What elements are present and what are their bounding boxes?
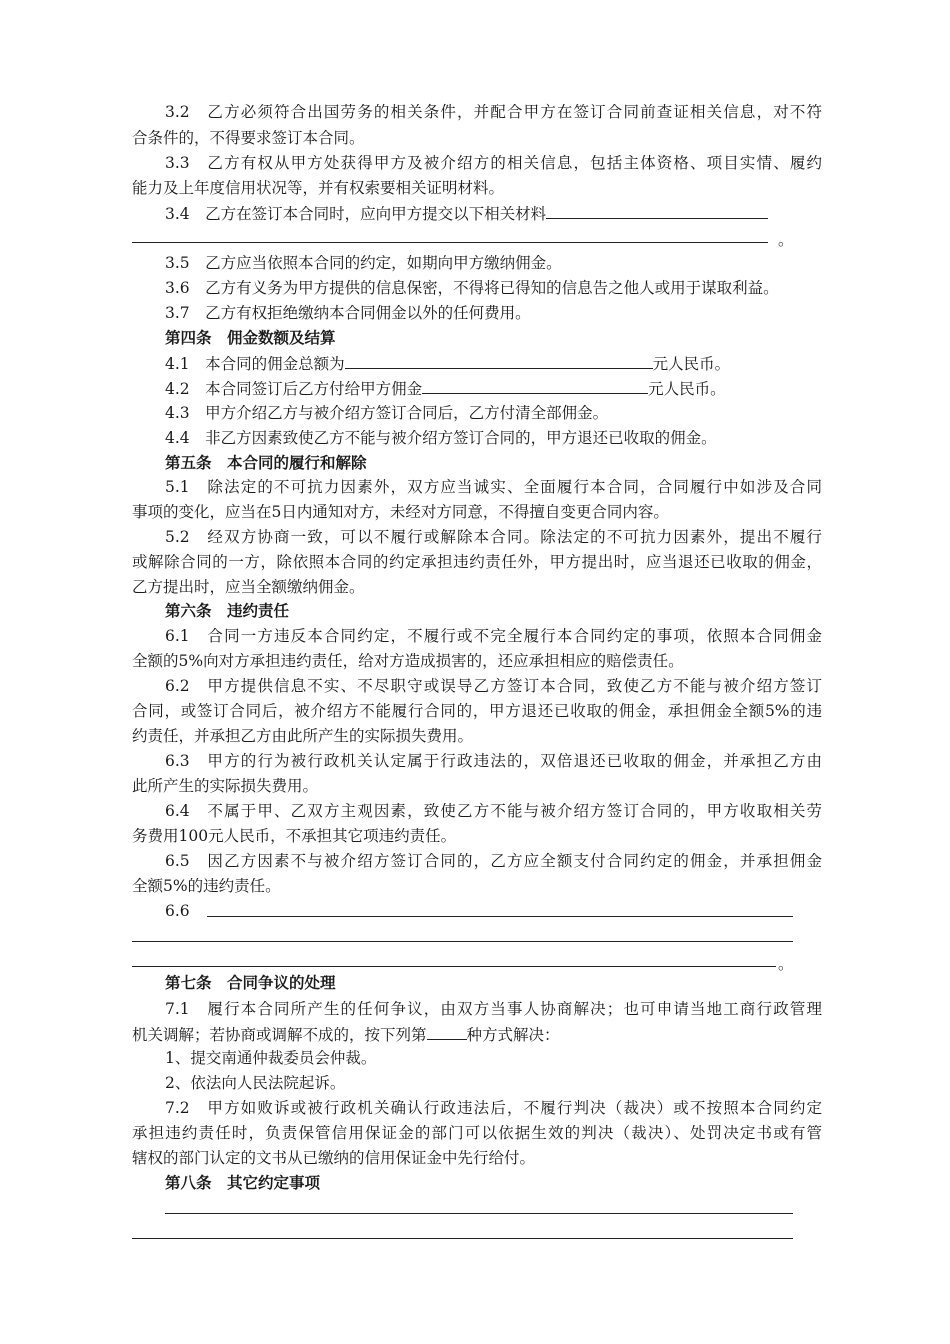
other-terms-blank-1[interactable] — [165, 1213, 793, 1214]
clause-3-3-line1: 3.3 乙方有权从甲方处获得甲方及被介绍方的相关信息，包括主体资格、项目实情、履约 — [165, 154, 822, 172]
clause-3-4-period: 。 — [778, 231, 794, 249]
clause-6-1-line2: 全额的5%向对方承担违约责任，给对方造成损害的，还应承担相应的赔偿责任。 — [132, 652, 684, 670]
clause-7-1-suffix: 种方式解决： — [466, 1026, 560, 1044]
clause-6-5-line1: 6.5 因乙方因素不与被介绍方签订合同的，乙方应全额支付合同约定的佣金，并承担佣金 — [165, 852, 822, 870]
clause-5-2-line2: 或解除合同的一方，除依照本合同的约定承担违约责任外，甲方提出时，应当退还已收取的佣金， — [132, 553, 822, 571]
option-1: 1、提交南通仲裁委员会仲裁。 — [165, 1049, 377, 1067]
clause-3-7: 3.7 乙方有权拒绝缴纳本合同佣金以外的任何费用。 — [165, 304, 531, 322]
clause-6-3-line1: 6.3 甲方的行为被行政机关认定属于行政违法的，双倍退还已收取的佣金，并承担乙方由 — [165, 752, 822, 770]
clause-6-4-line2: 务费用100元人民币，不承担其它项违约责任。 — [132, 827, 457, 845]
clause-7-2-line3: 辖权的部门认定的文书从已缴纳的信用保证金中先行给付。 — [132, 1149, 536, 1167]
clause-4-2-text: 4.2 本合同签订后乙方付给甲方佣金 — [165, 380, 423, 398]
clause-7-2-line1: 7.2 甲方如败诉或被行政机关确认行政违法后，不履行判决（裁决）或不按照本合同约定 — [165, 1099, 822, 1117]
clause-4-3: 4.3 甲方介绍乙方与被介绍方签订合同后，乙方付清全部佣金。 — [165, 404, 609, 422]
clause-6-6-blank-3[interactable] — [132, 966, 776, 967]
clause-4-2-unit: 元人民币。 — [648, 380, 726, 398]
clause-6-4-line1: 6.4 不属于甲、乙双方主观因素，致使乙方不能与被介绍方签订合同的，甲方收取相关劳 — [165, 802, 822, 820]
clause-4-1 — [165, 352, 822, 375]
clause-5-2-line1: 5.2 经双方协商一致，可以不履行或解除本合同。除法定的不可抗力因素外，提出不履行 — [165, 528, 822, 546]
clause-4-1-unit: 元人民币。 — [652, 355, 731, 373]
clause-3-6: 3.6 乙方有义务为甲方提供的信息保密，不得将已得知的信息告之他人或用于谋取利益。 — [165, 279, 779, 297]
materials-blank-1[interactable] — [546, 202, 768, 219]
dispute-option-blank[interactable] — [427, 1023, 467, 1040]
total-commission-blank[interactable] — [345, 352, 653, 369]
clause-7-1-line1: 7.1 履行本合同所产生的任何争议，由双方当事人协商解决；也可申请当地工商行政管理 — [165, 1000, 822, 1018]
clause-4-1-text: 4.1 本合同的佣金总额为 — [165, 355, 345, 373]
clause-5-1-line2: 事项的变化，应当在5日内通知对方，未经对方同意，不得擅自变更合同内容。 — [132, 503, 669, 521]
clause-6-2-line2: 合同，或签订合同后，被介绍方不能履行合同的，甲方退还已收取的佣金，承担佣金全额5%的违 — [132, 702, 822, 720]
clause-6-3-line2: 此所产生的实际损失费用。 — [132, 777, 319, 795]
clause-3-3-line2: 能力及上年度信用状况等，并有权索要相关证明材料。 — [132, 179, 505, 197]
clause-5-2-line3: 乙方提出时，应当全额缴纳佣金。 — [132, 578, 365, 596]
article-7-heading: 第七条 合同争议的处理 — [165, 973, 336, 992]
clause-4-4: 4.4 非乙方因素致使乙方不能与被介绍方签订合同的，甲方退还已收取的佣金。 — [165, 429, 717, 447]
article-8-heading: 第八条 其它约定事项 — [165, 1173, 321, 1192]
clause-4-2 — [165, 377, 822, 400]
clause-6-2-line3: 约责任，并承担乙方由此所产生的实际损失费用。 — [132, 727, 474, 745]
clause-6-5-line2: 全额5%的违约责任。 — [132, 877, 281, 895]
clause-6-6-period: 。 — [778, 955, 794, 973]
clause-7-1-line2 — [132, 1023, 822, 1046]
clause-7-1-text: 机关调解；若协商或调解不成的，按下列第 — [132, 1026, 427, 1044]
article-5-heading: 第五条 本合同的履行和解除 — [165, 453, 367, 472]
clause-7-2-line2: 承担违约责任时，负责保管信用保证金的部门可以依据生效的判决（裁决）、处罚决定书或有管 — [132, 1124, 822, 1142]
materials-blank-2[interactable] — [132, 242, 768, 243]
clause-3-2-line1: 3.2 乙方必须符合出国劳务的相关条件，并配合甲方在签订合同前查证相关信息，对不符 — [165, 103, 822, 121]
clause-6-2-line1: 6.2 甲方提供信息不实、不尽职守或误导乙方签订本合同，致使乙方不能与被介绍方签订 — [165, 677, 822, 695]
clause-6-1-line1: 6.1 合同一方违反本合同约定，不履行或不完全履行本合同约定的事项，依照本合同佣金 — [165, 627, 822, 645]
clause-3-4-text: 3.4 乙方在签订本合同时，应向甲方提交以下相关材料 — [165, 205, 547, 223]
option-2: 2、依法向人民法院起诉。 — [165, 1074, 346, 1092]
article-4-heading: 第四条 佣金数额及结算 — [165, 328, 336, 347]
paid-commission-blank[interactable] — [422, 377, 648, 394]
clause-3-2-line2: 合条件的，不得要求签订本合同。 — [132, 129, 365, 147]
article-6-heading: 第六条 违约责任 — [165, 601, 290, 620]
clause-3-5: 3.5 乙方应当依照本合同的约定，如期向甲方缴纳佣金。 — [165, 254, 562, 272]
clause-5-1-line1: 5.1 除法定的不可抗力因素外，双方应当诚实、全面履行本合同，合同履行中如涉及合同 — [165, 478, 822, 496]
other-terms-blank-2[interactable] — [132, 1238, 793, 1239]
clause-3-4-line1 — [165, 202, 822, 225]
clause-6-6-blank-1[interactable] — [207, 916, 793, 917]
clause-6-6-number: 6.6 — [165, 902, 190, 920]
clause-6-6-blank-2[interactable] — [132, 941, 793, 942]
